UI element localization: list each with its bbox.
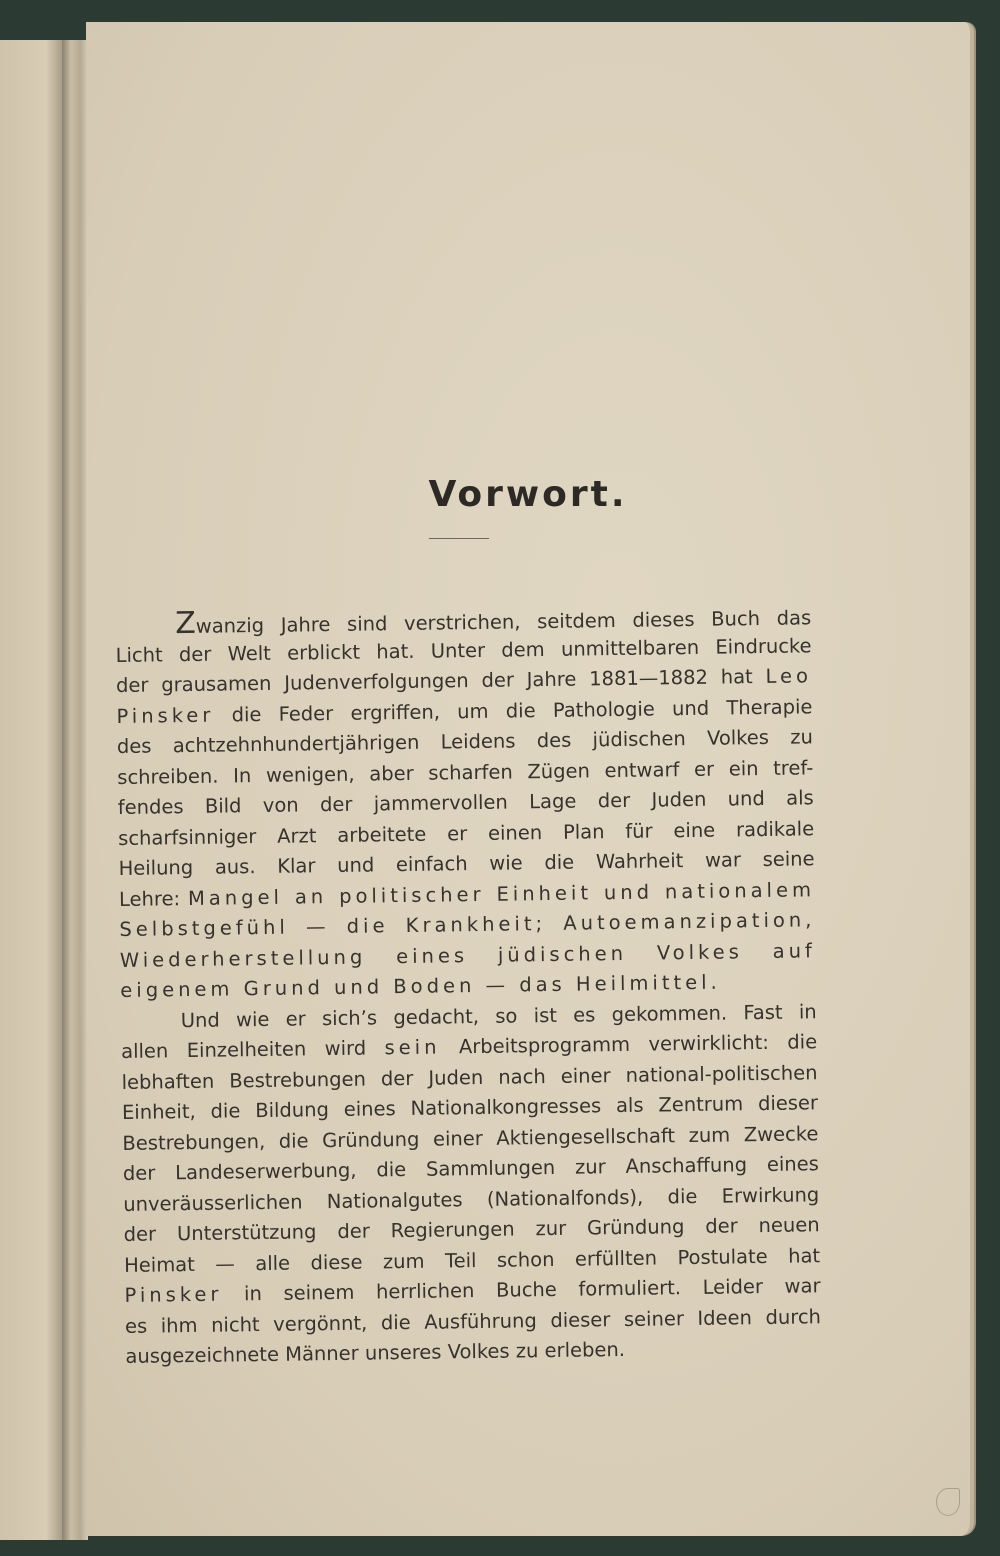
text-run: der Unterstützung der Regierungen zur Gründung der neuen xyxy=(123,1213,820,1246)
text-run: es ihm nicht vergönnt, die Ausführung dieser seiner Ideen durch xyxy=(124,1304,822,1338)
text-run: scharfsinniger Arzt arbeitete er einen Plan für eine radikale xyxy=(118,816,815,850)
spaced-emphasis: eigenem Grund und Boden — das Heilmittel. xyxy=(120,970,721,1002)
spaced-emphasis: Selbstgefühl — die Krankheit; Autoemanzipation, xyxy=(119,908,816,941)
page-corner-curl xyxy=(936,1488,960,1516)
book-spine xyxy=(62,40,88,1540)
text-run: Heimat — alle diese zum Teil schon erfüllten Postulate hat xyxy=(123,1243,821,1277)
spaced-emphasis: Pinsker xyxy=(124,1282,223,1307)
initial-letter: Z xyxy=(174,605,197,642)
text-run: Einheit, die Bildung eines Nationalkongresses als Zentrum dieser xyxy=(121,1091,819,1124)
text-run: der grausamen Judenverfolgungen der Jahre 1881—1882 hat xyxy=(115,664,766,697)
text-run: Heilung aus. Klar und einfach wie die Wahrheit war seine xyxy=(118,847,815,880)
previous-page-edge xyxy=(0,40,66,1540)
spaced-emphasis: Wiederherstellung eines jüdischen Volkes auf xyxy=(119,938,816,972)
text-run: des achtzehnhundertjährigen Leidens des jüdischen Volkes zu xyxy=(116,725,813,758)
text-run: Und wie er sich’s gedacht, so ist es gekommen. Fast in xyxy=(180,999,817,1032)
text-run: fendes Bild von der jammervollen Lage der Juden und als xyxy=(117,786,814,819)
body-text xyxy=(115,600,822,1372)
text-run: Lehre: xyxy=(118,886,189,911)
text-run: Bestrebungen, die Gründung einer Aktiengesellschaft zum Zwecke xyxy=(122,1121,819,1155)
text-run: unveräusserlichen Nationalgutes (Nationalfonds), die Erwirkung xyxy=(123,1182,820,1216)
title-divider xyxy=(429,538,489,539)
text-run: der Landeserwerbung, die Sammlungen zur Anschaffung eines xyxy=(122,1152,819,1185)
text-run: wanzig Jahre sind verstrichen, seitdem dieses Buch das xyxy=(195,606,812,638)
text-run: ausgezeichnete Männer unseres Volkes zu erleben. xyxy=(125,1337,626,1368)
paragraph xyxy=(121,997,822,1373)
text-run: allen Einzelheiten wird xyxy=(121,1036,385,1063)
paragraph xyxy=(115,600,816,1006)
text-run: Arbeitsprogramm verwirklicht: die xyxy=(440,1030,818,1059)
page-title: Vorwort. xyxy=(428,474,628,515)
spaced-emphasis: Leo xyxy=(765,664,813,688)
spaced-emphasis: sein xyxy=(384,1035,441,1060)
text-run: in seinem herrlichen Buche formuliert. Leider war xyxy=(222,1274,821,1306)
text-run: lebhaften Bestrebungen der Juden nach einer national-politischen xyxy=(121,1060,818,1094)
text-run: schreiben. In wenigen, aber scharfen Zügen entwarf er ein tref- xyxy=(117,755,814,789)
spaced-emphasis: Mangel an politischer Einheit und nationalem xyxy=(187,877,816,910)
book-page xyxy=(86,22,974,1536)
text-run: Licht der Welt erblickt hat. Unter dem unmittelbaren Eindrucke xyxy=(115,633,812,667)
spaced-emphasis: Pinsker xyxy=(116,703,215,728)
text-run: die Feder ergriffen, um die Pathologie und Therapie xyxy=(214,694,813,727)
